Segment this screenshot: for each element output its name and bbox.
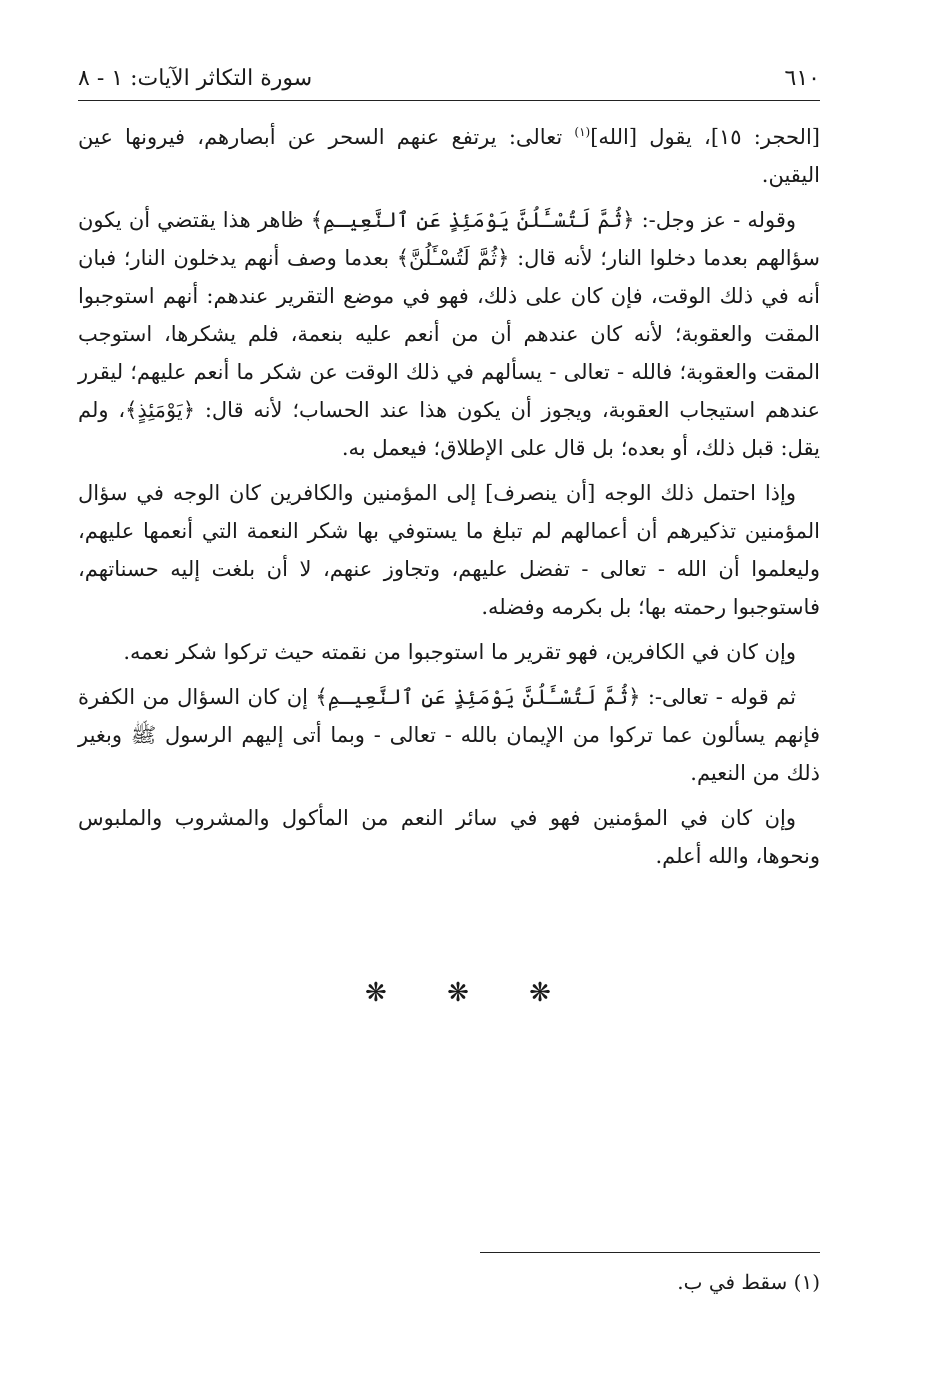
paragraph-1-text-b: تعالى: يرتفع عنهم السحر عن أبصارهم، فيرونها عين اليقين. [78,125,820,187]
running-title: سورة التكاثر الآيات: ١ - ٨ [78,66,313,91]
quran-quote-1: ﴿ثُمَّ لَتُسْـَٔلُنَّ يَوْمَئِذٍ عَنِ ٱلنَّعِيـمِ﴾ [310,208,635,232]
footnote-reference: (١) [574,125,591,139]
section-separator: ❋ ❋ ❋ [365,978,577,1008]
paragraph-5 [78,678,820,792]
paragraph-4: وإن كان في الكافرين، فهو تقرير ما استوجبوا من نقمته حيث تركوا شكر نعمه. [123,640,796,664]
paragraph-3: وإذا احتمل ذلك الوجه [أن ينصرف] إلى المؤمنين والكافرين كان الوجه في سؤال المؤمنين تذكيرهم أن أعمالهم لم تبلغ ما يستوفي بها شكر النعمة التي أنعمها عليهم، وليعلموا أن الله - تعالى - تفضل عليهم، وتجاوز عنهم، لا أن بلغت إليه حسناتهم، فاستوجبوا رحمته بها؛ بل بكرمه وفضله. [78,481,820,619]
quran-quote-4: ﴿ثُمَّ لَتُسْـَٔلُنَّ يَوْمَئِذٍ عَنِ ٱلنَّعِيـمِ﴾ [315,685,641,709]
quran-quote-2: ﴿ثُمَّ لَتُسْـَٔلُنَّ﴾ [396,246,510,270]
paragraph-2-text-a: وقوله - عز وجل-: [634,208,797,232]
paragraph-1-text-a: [الحجر: ١٥]، يقول [الله] [590,125,820,149]
page-header [78,62,820,101]
footnote: (١) سقط في ب. [677,1270,820,1294]
paragraph-2-text-b: ظاهر هذا يقتضي أن يكون سؤالهم بعدما دخلوا النار؛ لأنه قال: [78,208,821,270]
main-text [78,118,820,882]
quran-quote-3: ﴿يَوْمَئِذٍ﴾ [125,398,196,422]
paragraph-2-text-c: بعدما وصف أنهم يدخلون النار؛ فبان أنه في ذلك الوقت، فإن كان على ذلك، فهو في موضع التقرير عندهم: أنهم استوجبوا المقت والعقوبة؛ لأنه كان عندهم أن من أنعم عليه بنعمة، فلم يشكرها، استوجب المقت والعقوبة؛ فالله - تعالى - يسألهم في ذلك الوقت عن شكر ما أنعم عليهم؛ ليقرر عندهم استيجاب العقوبة، ويجوز أن يكون هذا عند الحساب؛ لأنه قال: [78,246,821,422]
paragraph-5-text-b: إن كان السؤال من الكفرة فإنهم يسألون عما تركوا من الإيمان بالله - تعالى - وبما أتى إليهم الرسول ﷺ وبغير ذلك من النعيم. [78,685,820,785]
paragraph-5-text-a: ثم قوله - تعالى-: [640,685,797,709]
paragraph-6: وإن كان في المؤمنين فهو في سائر النعم من المأكول والمشروب والملبوس ونحوها، والله أعلم. [78,806,820,868]
paragraph-1 [78,118,820,194]
paragraph-2-text-d: ، ولم يقل: قبل ذلك، أو بعده؛ بل قال على الإطلاق؛ فيعمل به. [78,398,820,460]
page-number: ٦١٠ [784,66,820,91]
footnote-divider [480,1252,820,1253]
paragraph-2 [78,201,820,467]
